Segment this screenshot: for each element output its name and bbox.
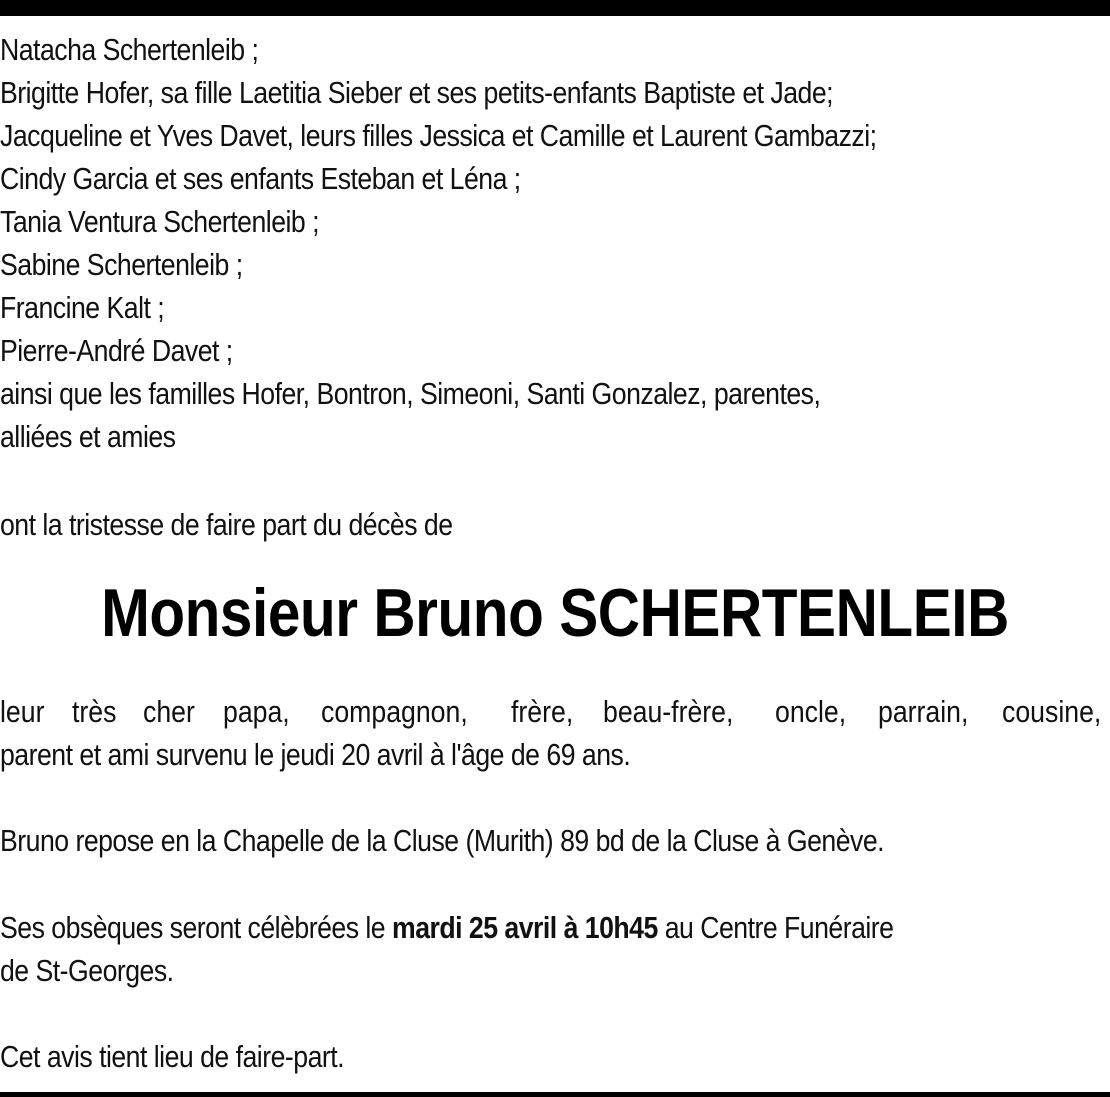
relationship-word: cousine, xyxy=(1002,694,1102,729)
relationship-word: papa, xyxy=(223,694,290,729)
funeral-location: de St-Georges. xyxy=(0,953,174,988)
relationship-word: oncle, xyxy=(774,694,847,729)
family-line: Jacqueline et Yves Davet, leurs filles Jessica et Camille et Laurent Gambazzi; xyxy=(0,118,877,153)
bottom-border-rule xyxy=(0,1092,1110,1097)
relationship-word: cher xyxy=(143,694,195,729)
relationship-word: leur xyxy=(0,694,45,729)
funeral-date-time: mardi 25 avril à 10h45 xyxy=(392,910,658,945)
funeral-suffix: au Centre Funéraire xyxy=(657,910,894,945)
family-line: ainsi que les familles Hofer, Bontron, Simeoni, Santi Gonzalez, parentes, xyxy=(0,376,821,411)
announcement-intro: ont la tristesse de faire part du décès de xyxy=(0,507,453,542)
family-line: Cindy Garcia et ses enfants Esteban et Léna ; xyxy=(0,161,521,196)
relationship-word: très xyxy=(71,694,117,729)
relationship-word: parrain, xyxy=(877,694,968,729)
relationship-word: frère, xyxy=(511,694,574,729)
deceased-name-heading: Monsieur Bruno SCHERTENLEIB xyxy=(101,575,1009,651)
family-line: Brigitte Hofer, sa fille Laetitia Sieber et ses petits-enfants Baptiste et Jade; xyxy=(0,75,834,110)
rest-location: Bruno repose en la Chapelle de la Cluse (Murith) 89 bd de la Cluse à Genève. xyxy=(0,823,885,858)
family-line: Natacha Schertenleib ; xyxy=(0,32,259,67)
funeral-prefix: Ses obsèques seront célèbrées le xyxy=(0,910,393,945)
funeral-details xyxy=(0,906,893,949)
relationship-word: compagnon, xyxy=(320,694,468,729)
family-line: alliées et amies xyxy=(0,419,176,454)
family-line: Tania Ventura Schertenleib ; xyxy=(0,204,320,239)
relationship-word: beau-frère, xyxy=(603,694,734,729)
family-line: Sabine Schertenleib ; xyxy=(0,247,243,282)
family-line: Pierre-André Davet ; xyxy=(0,333,233,368)
closing-note: Cet avis tient lieu de faire-part. xyxy=(0,1039,345,1074)
relationship-line-1 xyxy=(0,690,1110,733)
family-line: Francine Kalt ; xyxy=(0,290,165,325)
top-border-rule xyxy=(0,0,1110,16)
relationship-line-2: parent et ami survenu le jeudi 20 avril à l'âge de 69 ans. xyxy=(0,737,631,772)
